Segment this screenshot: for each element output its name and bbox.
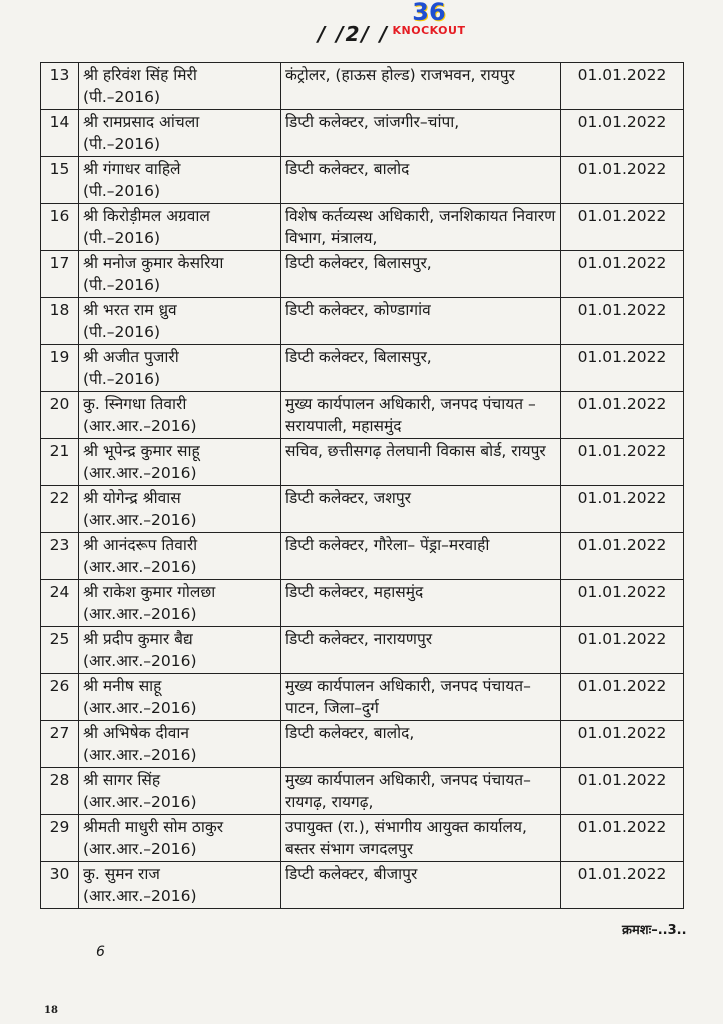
serial-number: 22 <box>41 486 79 533</box>
table-row <box>41 486 684 533</box>
effective-date: 01.01.2022 <box>561 110 684 157</box>
table-row <box>41 63 684 110</box>
officer-cell <box>79 533 281 580</box>
officer-table <box>40 62 684 909</box>
officer-batch: (आर.आर.–2016) <box>83 840 197 858</box>
serial-number: 29 <box>41 815 79 862</box>
posting: मुख्य कार्यपालन अधिकारी, जनपद पंचायत –सरायपाली, महासमुंद <box>281 392 561 439</box>
effective-date: 01.01.2022 <box>561 533 684 580</box>
officer-name: श्री मनोज कुमार केसरिया <box>83 254 224 272</box>
officer-batch: (आर.आर.–2016) <box>83 605 197 623</box>
serial-number: 14 <box>41 110 79 157</box>
officer-name: श्री प्रदीप कुमार बैद्य <box>83 630 193 648</box>
serial-number: 24 <box>41 580 79 627</box>
serial-number: 13 <box>41 63 79 110</box>
serial-number: 15 <box>41 157 79 204</box>
serial-number: 28 <box>41 768 79 815</box>
table-row <box>41 204 684 251</box>
table-row <box>41 392 684 439</box>
effective-date: 01.01.2022 <box>561 862 684 909</box>
officer-name: श्री मनीष साहू <box>83 677 162 695</box>
officer-name: श्री योगेन्द्र श्रीवास <box>83 489 181 507</box>
watermark-logo <box>392 0 466 46</box>
officer-name: श्री किरोड़ीमल अग्रवाल <box>83 207 210 225</box>
table-row <box>41 533 684 580</box>
table-row <box>41 721 684 768</box>
officer-batch: (पी.–2016) <box>83 88 161 106</box>
serial-number: 16 <box>41 204 79 251</box>
posting: विशेष कर्तव्यस्थ अधिकारी, जनशिकायत निवारण विभाग, मंत्रालय, <box>281 204 561 251</box>
posting: डिप्टी कलेक्टर, बीजापुर <box>281 862 561 909</box>
table-row <box>41 627 684 674</box>
logo-text: KNOCKOUT <box>392 24 466 37</box>
officer-name: कु. सुमन राज <box>83 865 160 883</box>
posting: उपायुक्त (रा.), संभागीय आयुक्त कार्यालय, बस्तर संभाग जगदलपुर <box>281 815 561 862</box>
posting: मुख्य कार्यपालन अधिकारी, जनपद पंचायत–पाटन, जिला–दुर्ग <box>281 674 561 721</box>
posting: डिप्टी कलेक्टर, महासमुंद <box>281 580 561 627</box>
officer-name: श्रीमती माधुरी सोम ठाकुर <box>83 818 224 836</box>
table-row <box>41 674 684 721</box>
posting: डिप्टी कलेक्टर, बालोद <box>281 157 561 204</box>
posting: डिप्टी कलेक्टर, जांजगीर–चांपा, <box>281 110 561 157</box>
serial-number: 27 <box>41 721 79 768</box>
posting: डिप्टी कलेक्टर, गौरेला– पेंड्रा–मरवाही <box>281 533 561 580</box>
officer-batch: (आर.आर.–2016) <box>83 887 197 905</box>
officer-cell <box>79 298 281 345</box>
effective-date: 01.01.2022 <box>561 157 684 204</box>
officer-cell <box>79 486 281 533</box>
officer-table-body <box>41 63 684 909</box>
continued-note: क्रमशः–..3.. <box>622 923 687 938</box>
officer-cell <box>79 439 281 486</box>
officer-cell <box>79 768 281 815</box>
officer-batch: (पी.–2016) <box>83 229 161 247</box>
officer-cell <box>79 345 281 392</box>
effective-date: 01.01.2022 <box>561 627 684 674</box>
effective-date: 01.01.2022 <box>561 63 684 110</box>
serial-number: 19 <box>41 345 79 392</box>
serial-number: 26 <box>41 674 79 721</box>
effective-date: 01.01.2022 <box>561 439 684 486</box>
officer-name: श्री भरत राम ध्रुव <box>83 301 177 319</box>
officer-name: श्री भूपेन्द्र कुमार साहू <box>83 442 200 460</box>
officer-name: श्री हरिवंश सिंह मिरी <box>83 66 197 84</box>
serial-number: 20 <box>41 392 79 439</box>
serial-number: 18 <box>41 298 79 345</box>
serial-number: 21 <box>41 439 79 486</box>
posting: डिप्टी कलेक्टर, कोण्डागांव <box>281 298 561 345</box>
posting: डिप्टी कलेक्टर, नारायणपुर <box>281 627 561 674</box>
posting: डिप्टी कलेक्टर, बालोद, <box>281 721 561 768</box>
officer-batch: (आर.आर.–2016) <box>83 699 197 717</box>
officer-batch: (आर.आर.–2016) <box>83 464 197 482</box>
serial-number: 23 <box>41 533 79 580</box>
posting: सचिव, छत्तीसगढ़ तेलघानी विकास बोर्ड, रायपुर <box>281 439 561 486</box>
officer-name: श्री अभिषेक दीवान <box>83 724 189 742</box>
effective-date: 01.01.2022 <box>561 486 684 533</box>
effective-date: 01.01.2022 <box>561 345 684 392</box>
effective-date: 01.01.2022 <box>561 721 684 768</box>
table-row <box>41 298 684 345</box>
officer-cell <box>79 815 281 862</box>
officer-cell <box>79 63 281 110</box>
table-row <box>41 439 684 486</box>
officer-name: श्री अजीत पुजारी <box>83 348 179 366</box>
officer-cell <box>79 721 281 768</box>
officer-cell <box>79 580 281 627</box>
officer-batch: (पी.–2016) <box>83 182 161 200</box>
officer-cell <box>79 862 281 909</box>
officer-cell <box>79 204 281 251</box>
officer-name: श्री रामप्रसाद आंचला <box>83 113 200 131</box>
table-row <box>41 862 684 909</box>
effective-date: 01.01.2022 <box>561 298 684 345</box>
footer-page-number: 18 <box>44 1005 58 1016</box>
posting: डिप्टी कलेक्टर, जशपुर <box>281 486 561 533</box>
officer-batch: (आर.आर.–2016) <box>83 793 197 811</box>
officer-batch: (पी.–2016) <box>83 276 161 294</box>
officer-name: श्री गंगाधर वाहिले <box>83 160 181 178</box>
table-row <box>41 815 684 862</box>
officer-cell <box>79 110 281 157</box>
table-row <box>41 157 684 204</box>
officer-batch: (पी.–2016) <box>83 323 161 341</box>
table-row <box>41 580 684 627</box>
page-number: / /2/ / <box>318 22 390 46</box>
table-row <box>41 110 684 157</box>
serial-number: 25 <box>41 627 79 674</box>
officer-cell <box>79 392 281 439</box>
officer-cell <box>79 157 281 204</box>
officer-name: कु. स्निगधा तिवारी <box>83 395 187 413</box>
officer-cell <box>79 674 281 721</box>
officer-batch: (पी.–2016) <box>83 370 161 388</box>
officer-name: श्री सागर सिंह <box>83 771 161 789</box>
table-row <box>41 251 684 298</box>
table-row <box>41 345 684 392</box>
serial-number: 17 <box>41 251 79 298</box>
logo-number: 36 <box>412 0 446 26</box>
officer-name: श्री आनंदरूप तिवारी <box>83 536 198 554</box>
effective-date: 01.01.2022 <box>561 251 684 298</box>
table-row <box>41 768 684 815</box>
officer-batch: (आर.आर.–2016) <box>83 417 197 435</box>
posting: डिप्टी कलेक्टर, बिलासपुर, <box>281 345 561 392</box>
effective-date: 01.01.2022 <box>561 392 684 439</box>
officer-batch: (आर.आर.–2016) <box>83 511 197 529</box>
officer-cell <box>79 627 281 674</box>
serial-number: 30 <box>41 862 79 909</box>
effective-date: 01.01.2022 <box>561 204 684 251</box>
effective-date: 01.01.2022 <box>561 815 684 862</box>
officer-batch: (पी.–2016) <box>83 135 161 153</box>
posting: डिप्टी कलेक्टर, बिलासपुर, <box>281 251 561 298</box>
effective-date: 01.01.2022 <box>561 674 684 721</box>
officer-batch: (आर.आर.–2016) <box>83 746 197 764</box>
hand-mark: 6 <box>96 944 105 960</box>
officer-batch: (आर.आर.–2016) <box>83 558 197 576</box>
posting: मुख्य कार्यपालन अधिकारी, जनपद पंचायत–रायगढ़, रायगढ़, <box>281 768 561 815</box>
officer-cell <box>79 251 281 298</box>
effective-date: 01.01.2022 <box>561 580 684 627</box>
officer-batch: (आर.आर.–2016) <box>83 652 197 670</box>
effective-date: 01.01.2022 <box>561 768 684 815</box>
posting: कंट्रोलर, (हाऊस होल्ड) राजभवन, रायपुर <box>281 63 561 110</box>
officer-name: श्री राकेश कुमार गोलछा <box>83 583 216 601</box>
